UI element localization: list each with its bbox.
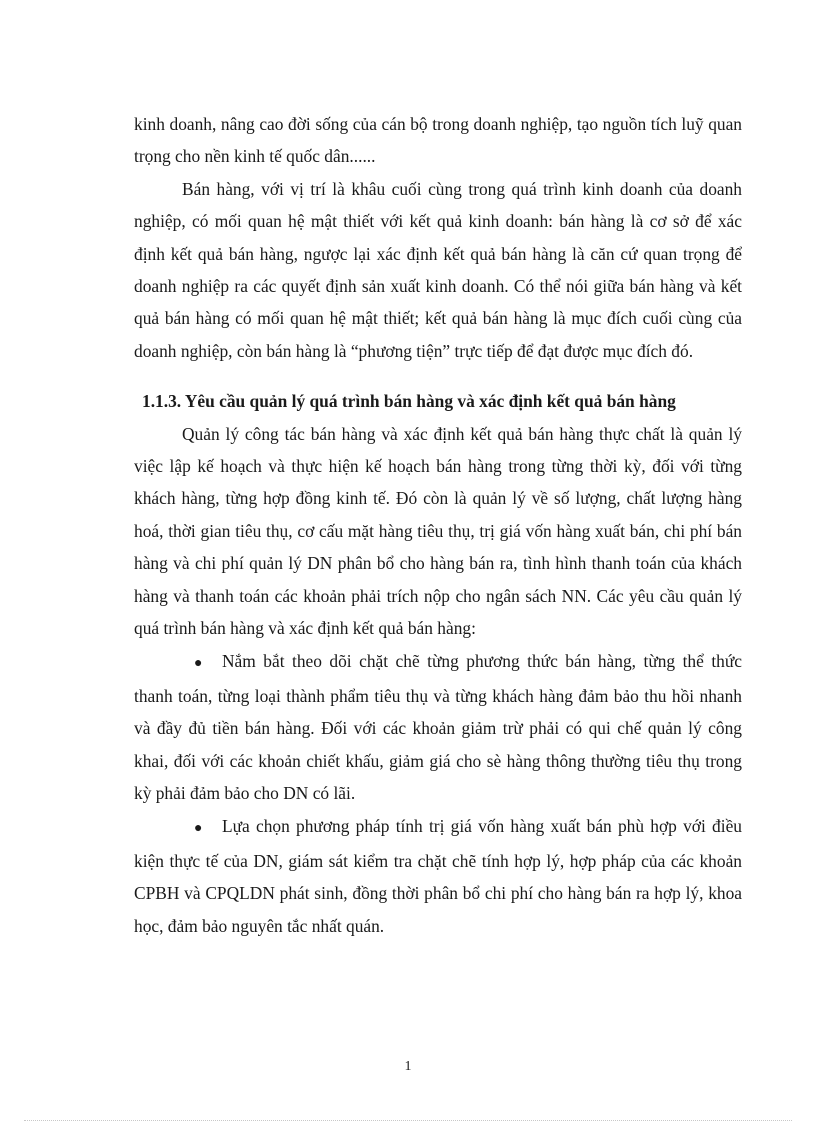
bullet-item-2 (134, 810, 742, 943)
bullet-icon: ● (194, 655, 203, 671)
bullet-icon: ● (194, 820, 203, 836)
document-body (134, 108, 742, 942)
page-bottom-divider (24, 1120, 792, 1121)
paragraph-continuation: kinh doanh, nâng cao đời sống của cán bộ trong doanh nghiệp, tạo nguồn tích luỹ quan trọng cho nền kinh tế quốc dân...... (134, 114, 742, 167)
bullet-text: Lựa chọn phương pháp tính trị giá vốn hàng xuất bán phù hợp với điều kiện thực tế của DN, giám sát kiểm tra chặt chẽ tính hợp lý, hợp pháp của các khoản CPBH và CPQLDN phát sinh, đồng thời phân bổ chi phí cho hàng bán ra hợp lý, khoa học, đảm bảo nguyên tắc nhất quán. (134, 815, 742, 936)
spacer (134, 367, 742, 385)
page-number: 1 (404, 1059, 412, 1074)
section-heading: 1.1.3. Yêu cầu quản lý quá trình bán hàng và xác định kết quả bán hàng (142, 391, 676, 412)
paragraph-management-requirements: Quản lý công tác bán hàng và xác định kết quả bán hàng thực chất là quản lý việc lập kế hoạch và thực hiện kế hoạch bán hàng trong từng thời kỳ, đối với từng khách hàng, từng hợp đồng kinh tế. Đó còn là quản lý về số lượng, chất lượng hàng hoá, thời gian tiêu thụ, cơ cấu mặt hàng tiêu thụ, trị giá vốn hàng xuất bán, chi phí bán hàng và chi phí quản lý DN phân bổ cho hàng bán ra, tình hình thanh toán của khách hàng và thanh toán các khoản phải trích nộp cho ngân sách NN. Các yêu cầu quản lý quá trình bán hàng và xác định kết quả bán hàng: (134, 423, 742, 639)
paragraph-sales-relationship: Bán hàng, với vị trí là khâu cuối cùng trong quá trình kinh doanh của doanh nghiệp, có mối quan hệ mật thiết với kết quả kinh doanh: bán hàng là cơ sở để xác định kết quả bán hàng, ngược lại xác định kết quả bán hàng là căn cứ quan trọng để doanh nghiệp ra các quyết định sản xuất kinh doanh. Có thể nói giữa bán hàng và kết quả bán hàng có mối quan hệ mật thiết; kết quả bán hàng là mục đích cuối cùng của doanh nghiệp, còn bán hàng là “phương tiện” trực tiếp để đạt được mục đích đó. (134, 178, 742, 361)
bullet-text: Nắm bắt theo dõi chặt chẽ từng phương thức bán hàng, từng thể thức thanh toán, từng loại thành phẩm tiêu thụ và từng khách hàng đảm bảo thu hồi nhanh và đầy đủ tiền bán hàng. Đối với các khoản giảm trừ phải có qui chế quản lý công khai, đối với các khoản chiết khấu, giảm giá cho sè hàng thông thường tiêu thụ trong kỳ phải đảm bảo cho DN có lãi. (134, 650, 742, 804)
bullet-item-1 (134, 645, 742, 810)
